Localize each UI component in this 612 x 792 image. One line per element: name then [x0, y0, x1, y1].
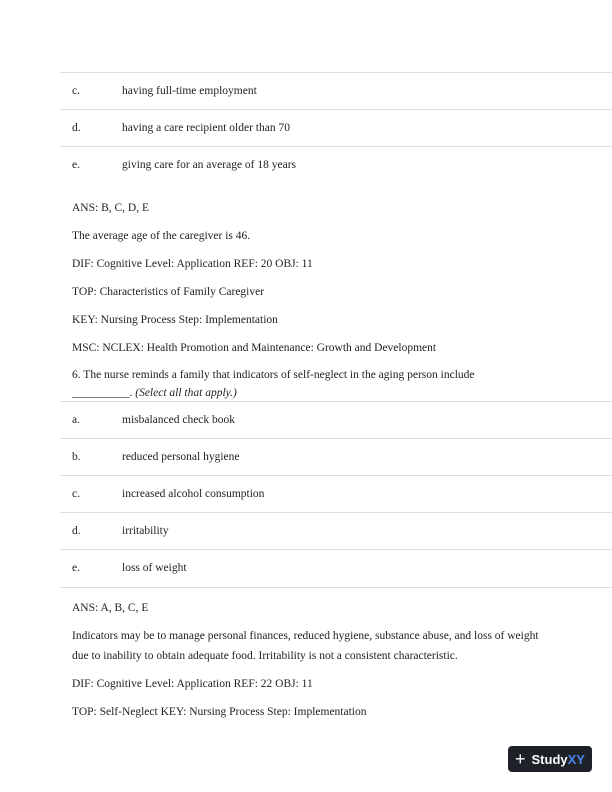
question-stem: 6. The nurse reminds a family that indicators of self-neglect in the aging person include [72, 369, 475, 381]
option-letter: c. [72, 85, 80, 97]
answer-key: ANS: A, B, C, E [72, 602, 149, 614]
option-letter: d. [72, 122, 81, 134]
option-text: having a care recipient older than 70 [122, 122, 290, 134]
answer-option-row [60, 72, 612, 110]
option-letter: d. [72, 525, 81, 537]
answer-option-row [60, 512, 612, 550]
option-letter: a. [72, 414, 80, 426]
answer-option-row [60, 438, 612, 476]
difficulty-meta: DIF: Cognitive Level: Application REF: 20 OBJ: 11 [72, 258, 313, 270]
studyxy-badge[interactable] [508, 746, 592, 772]
answer-option-row [60, 549, 612, 588]
topic-meta: TOP: Characteristics of Family Caregiver [72, 286, 265, 298]
option-text: irritability [122, 525, 169, 537]
brand-prefix: Study [531, 751, 568, 767]
option-text: giving care for an average of 18 years [122, 159, 297, 171]
answer-option-row [60, 146, 612, 184]
option-text: increased alcohol consumption [122, 488, 265, 500]
brand-suffix: XY [567, 751, 585, 767]
answer-option-row [60, 109, 612, 147]
answer-option-row [60, 401, 612, 439]
option-letter: b. [72, 451, 81, 463]
option-text: having full-time employment [122, 85, 257, 97]
option-letter: e. [72, 159, 80, 171]
answer-blank: __________. [72, 387, 136, 399]
rationale-continued: due to inability to obtain adequate food. Irritability is not a consistent characteristic. [72, 650, 458, 662]
difficulty-meta: DIF: Cognitive Level: Application REF: 22 OBJ: 11 [72, 678, 313, 690]
topic-key-meta: TOP: Self-Neglect KEY: Nursing Process Step: Implementation [72, 706, 367, 718]
option-text: reduced personal hygiene [122, 451, 240, 463]
select-instruction: (Select all that apply.) [135, 387, 237, 399]
msc-meta: MSC: NCLEX: Health Promotion and Maintenance: Growth and Development [72, 342, 437, 354]
answer-option-row [60, 475, 612, 513]
key-meta: KEY: Nursing Process Step: Implementation [72, 314, 278, 326]
option-letter: e. [72, 562, 80, 574]
question-stem-continued [72, 387, 237, 399]
option-letter: c. [72, 488, 80, 500]
option-text: misbalanced check book [122, 414, 236, 426]
rationale: The average age of the caregiver is 46. [72, 230, 251, 242]
option-text: loss of weight [122, 562, 187, 574]
rationale: Indicators may be to manage personal finances, reduced hygiene, substance abuse, and loss of weight [72, 630, 539, 642]
answer-key: ANS: B, C, D, E [72, 202, 149, 214]
plus-icon: + [515, 749, 526, 769]
